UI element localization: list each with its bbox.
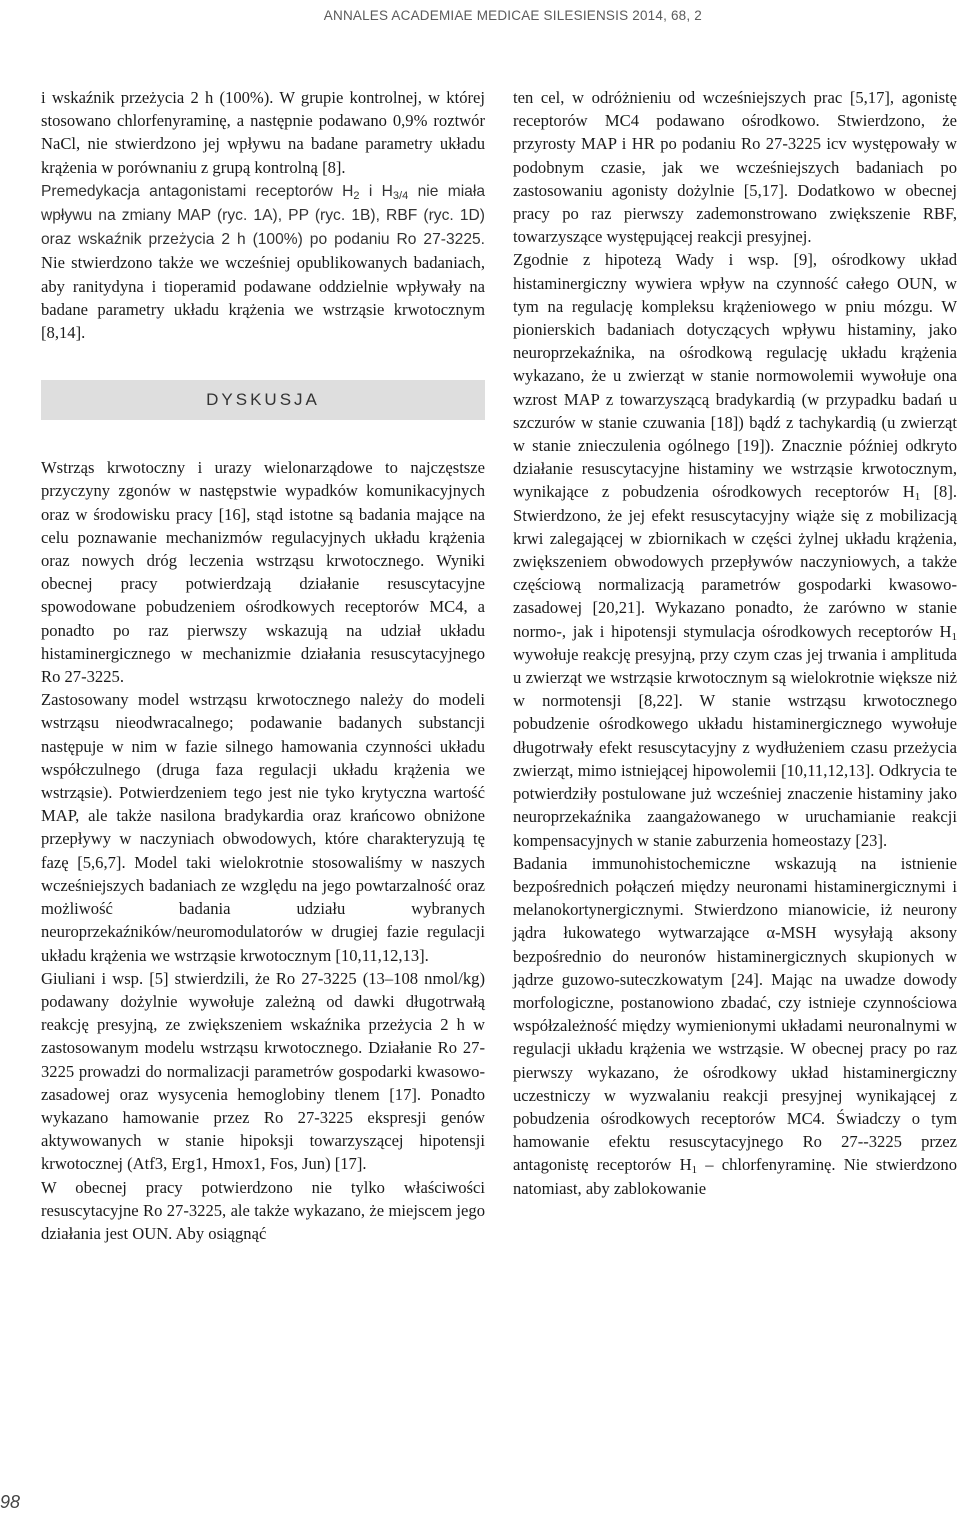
left-column [41, 86, 485, 1245]
text-run: – chlorfenyraminę. Nie stwierdzono natomiast, aby zablokowanie [513, 1155, 957, 1198]
subscript: 3/4 [392, 189, 409, 202]
subscript: 1 [951, 630, 957, 643]
section-heading-bar [41, 380, 485, 420]
subscript: 2 [353, 189, 360, 202]
subscript: 1 [914, 491, 921, 504]
text-run: nie miała wpływu na zmiany MAP (ryc. 1A), PP (ryc. 1B), RBF (ryc. 1D) oraz wskaźnik przeżycia 2 h (100%) po podaniu Ro 27-3225. [41, 182, 485, 249]
running-header: ANNALES ACADEMIAE MEDICAE SILESIENSIS 2014, 68, 2 [323, 8, 702, 23]
text-run: Nie stwierdzono także we wcześniej opublikowanych badaniach, aby ranitydyna i tioperamid podawane oddzielnie wpływały na badane parametry układu krążenia we wstrząsie krwotocznym [8,14]. [41, 253, 485, 343]
paragraph: Zastosowany model wstrząsu krwotocznego należy do modeli wstrząsu nieodwracalnego; podawanie badanych substancji następuje w nim w fazie silnego hamowania czynności układu współczulnego (druga faza regulacji układu krążenia we wstrząsie). Potwierdzeniem tego jest nie tyko krytyczna wartość MAP, ale także nasilona bradykardia oraz krańcowo obniżone przepływy w naczyniach obwodowych, które charakteryzują tę fazę [5,6,7]. Model taki wielokrotnie stosowaliśmy w naszych wcześniejszych badaniach ze względu na jego powtarzalność oraz możliwość badania udziału wybranych neuroprzekaźników/neuromodulatorów w drugiej fazie regulacji układu krążenia we wstrząsie krwotocznym [10,11,12,13]. [41, 690, 485, 965]
paragraph: ten cel, w odróżnieniu od wcześniejszych prac [5,17], agonistę receptorów MC4 podawano ośrodkowo. Stwierdzono, że przyrosty MAP i HR po podaniu Ro 27-3225 icv występowały w podobnym czasie, jak we wcześniejszych badaniach po zastosowaniu agonisty dożylnie [5,17]. Dodatkowo w obecnej pracy po raz pierwszy zademonstrowano zwiększenie RBF, towarzyszące występującej reakcji presyjnej. [513, 88, 957, 247]
section-title: DYSKUSJA [206, 390, 320, 410]
text-run: Premedykacja antagonistami receptorów H [41, 182, 354, 200]
text-run: Zgodnie z hipotezą Wady i wsp. [9], ośrodkowy układ histaminergiczny wywiera wpływ na czynność całego OUN, w tym na regulację kompleksu krążeniowego w pniu mózgu. W pionierskich badaniach dotyczących wpływu histaminy, jako neuroprzekaźnika, na ośrodkową regulację układu krążenia wykazano, że u zwierząt w stanie normowolemii wywołuje ona wzrost MAP z towarzyszącą bradykardią (w przypadku badań u szczurów w stanie czuwania [18]) bądź z tachykardią (u zwierząt w stanie znieczulenia ogólnego [19]). Znacznie później odkryto działanie resuscytacyjne histaminy we wstrząsie krwotocznym, wynikające z pobudzenia ośrodkowych receptorów H [513, 250, 957, 502]
text-run: i H [359, 182, 393, 200]
paragraph [513, 248, 957, 851]
right-column [513, 86, 957, 1200]
text-run: Badania immunohistochemiczne wskazują na istnienie bezpośrednich połączeń między neuronami histaminergicznymi i melanokortynergicznymi. Stwierdzono mianowicie, iż neurony jądra łukowatego wytwarzające α-MSH wysyłają aksony bezpośrednio do neuronów histaminergicznych skupionych w jądrze guzowo-suteczkowatym [24]. Mając na uwadze dowody morfologiczne, postanowiono zbadać, czy istnieje czynnościowa współzależność między wymienionymi układami neuronalnymi w regulacji układu krążenia we wstrząsie. W obecnej pracy po raz pierwszy wykazano, że ośrodkowy układ histaminergiczny uczestniczy w wyzwalaniu reakcji presyjnej wynikającej z pobudzenia ośrodkowych receptorów MC4. Świadczy o tym hamowanie efektu resuscytacyjnego Ro 27--3225 przez antagonistę receptorów H [513, 853, 957, 1175]
text-run: wywołuje reakcję presyjną, przy czym czas jej trwania i amplituda u zwierząt we wstrząsie krwotocznym są wielokrotnie większe niż w normotensji [8,22]. W stanie wstrząsu krwotocznego pobudzenie ośrodkowego układu histaminergicznego wywołuje długotrwały efekt resuscytacyjny z wydłużeniem czasu przeżycia zwierząt, mimo istniejącej hipowolemii [10,11,12,13]. Odkrycia te potwierdziły postulowane już wcześniej znaczenie histaminy jako neuroprzekaźnika zaangażowanego w uruchamianie reakcji kompensacyjnych w stanie zaburzenia homeostazy [23]. [513, 644, 957, 850]
paragraph: Wstrząs krwotoczny i urazy wielonarządowe to najczęstsze przyczyny zgonów w następstwie wypadków komunikacyjnych oraz w środowisku pracy [16], stąd istotne są badania mające na celu poznawanie mechanizmów regulacyjnych układu krążenia oraz nowych dróg leczenia wstrząsu krwotocznego. Wyniki obecnej pracy potwierdzają działanie resuscytacyjne spowodowane pobudzeniem ośrodkowych receptorów MC4, a ponadto po raz pierwszy wskazują na udział układu histaminergicznego w mechanizmie działania resuscytacyjnego Ro 27-3225. [41, 458, 485, 687]
paragraph: Giuliani i wsp. [5] stwierdzili, że Ro 27-3225 (13–108 nmol/kg) podawany dożylnie wywołuje zależną od dawki długotrwałą reakcję presyjną, ze zwiększeniem wskaźnika przeżycia 2 h w zastosowanym modelu wstrząsu krwotocznego. Działanie Ro 27-3225 prowadzi do normalizacji parametrów gospodarki kwasowo-zasadowej oraz wysycenia hemoglobiny tlenem [17]. Ponadto wykazano hamowanie przez Ro 27-3225 ekspresji genów aktywowanych w stanie hipoksji towarzyszącej hipotensji krwotocznej (Atf3, Erg1, Hmox1, Fos, Jun) [17]. [41, 968, 485, 1174]
text-run: [8]. Stwierdzono, że jej efekt resuscytacyjny wiąże się z mobilizacją krwi zalegającej w zbiornikach w części żylnej układu krążenia, zwiększeniem obwodowych przepływów naczyniowych, a także częściową normalizacją parametrów gospodarki kwasowo-zasadowej [20,21]. Wykazano ponadto, że zarówno w stanie normo-, jak i hipotensji stymulacja ośrodkowych receptorów H [513, 482, 957, 641]
paragraph: W obecnej pracy potwierdzono nie tylko właściwości resuscytacyjne Ro 27-3225, ale także wykazano, że miejscem jego działania jest OUN. Aby osiągnąć [41, 1177, 485, 1243]
paragraph [513, 852, 957, 1200]
paragraph: i wskaźnik przeżycia 2 h (100%). W grupie kontrolnej, w której stosowano chlorfenyraminę, a następnie podawano 0,9% roztwór NaCl, nie stwierdzono jej wpływu na badane parametry układu krążenia w porównaniu z grupą kontrolną [8]. [41, 88, 485, 177]
paragraph [41, 179, 485, 344]
subscript: 1 [691, 1164, 698, 1177]
page-number: 98 [0, 1492, 21, 1512]
